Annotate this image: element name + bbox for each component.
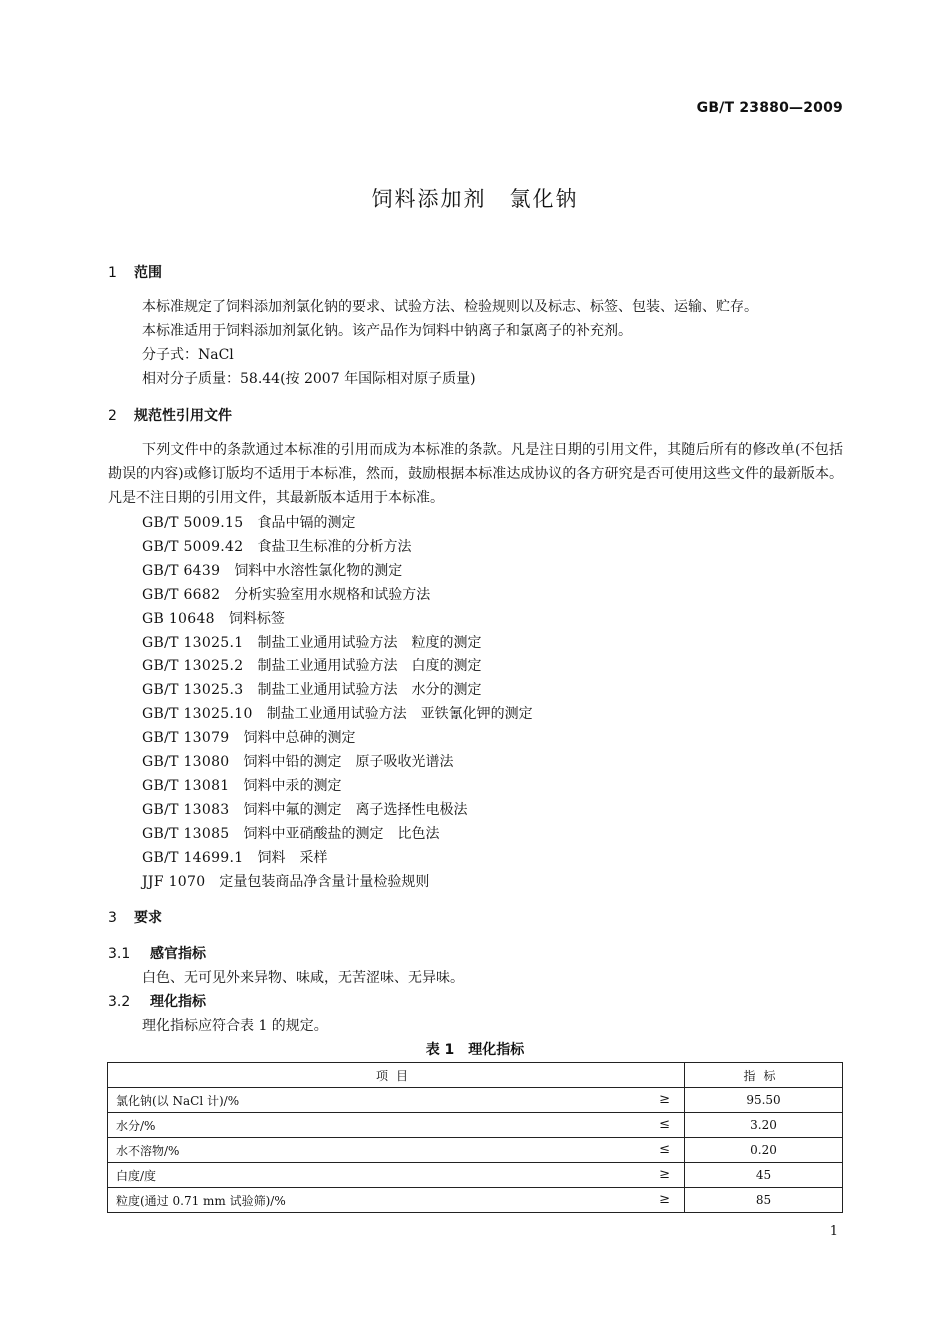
section-title: 要求	[134, 910, 162, 926]
item-label: 水分/%	[116, 1118, 156, 1133]
reference-title: 定量包装商品净含量计量检验规则	[219, 873, 430, 890]
reference-code: GB/T 13025.1	[142, 634, 244, 651]
reference-title: 分析实验室用水规格和试验方法	[234, 586, 431, 603]
reference-title: 制盐工业通用试验方法 亚铁氰化钾的测定	[266, 706, 533, 723]
reference-code: GB/T 14699.1	[142, 849, 244, 866]
table-cell-value: 0.20	[685, 1138, 843, 1163]
reference-item	[142, 655, 481, 675]
reference-title: 食盐卫生标准的分析方法	[257, 538, 412, 555]
column-header-value: 指标	[685, 1063, 843, 1088]
table-cell-value: 3.20	[685, 1113, 843, 1138]
sensory-requirements-text: 白色、无可见外来异物、味咸，无苦涩味、无异味。	[142, 970, 464, 986]
reference-code: GB/T 13025.3	[142, 682, 244, 699]
reference-title: 饲料中水溶性氯化物的测定	[234, 562, 403, 579]
reference-title: 食品中镉的测定	[257, 515, 356, 531]
reference-code: GB/T 5009.15	[142, 515, 244, 531]
standard-number: GB/T 23880—2009	[696, 100, 843, 116]
reference-code: GB/T 13081	[142, 777, 230, 794]
reference-item	[142, 847, 327, 867]
reference-title: 制盐工业通用试验方法 水分的测定	[257, 682, 482, 699]
reference-item	[142, 775, 342, 795]
reference-item	[142, 679, 481, 699]
reference-code: GB/T 13080	[142, 754, 230, 770]
molecular-mass-line: 相对分子质量：58.44(按 2007 年国际相对原子质量)	[142, 371, 476, 387]
reference-item	[142, 799, 468, 819]
reference-title: 制盐工业通用试验方法 白度的测定	[257, 658, 482, 675]
reference-title: 饲料中汞的测定	[243, 777, 342, 794]
table-cell-value: 95.50	[685, 1088, 843, 1113]
reference-title: 饲料中铅的测定 原子吸收光谱法	[243, 754, 454, 770]
reference-code: GB/T 6439	[142, 562, 221, 579]
reference-item	[142, 584, 430, 604]
table-caption: 表 1 理化指标	[425, 1042, 525, 1058]
table-cell-item	[108, 1113, 685, 1138]
reference-item	[142, 727, 356, 747]
comparison-operator: ≤	[659, 1116, 670, 1132]
table-cell-item	[108, 1088, 685, 1113]
reference-code: GB/T 6682	[142, 586, 221, 603]
item-label: 白度/度	[116, 1168, 157, 1183]
reference-title: 饲料中亚硝酸盐的测定 比色法	[243, 825, 440, 842]
table-cell-value: 85	[685, 1188, 843, 1213]
comparison-operator: ≥	[659, 1091, 670, 1107]
comparison-operator: ≤	[659, 1141, 670, 1157]
section-number: 3	[108, 910, 117, 926]
reference-title: 饲料中总砷的测定	[243, 730, 356, 747]
reference-title: 饲料 采样	[257, 849, 328, 866]
section-number: 1	[108, 265, 117, 281]
reference-code: JJF 1070	[142, 873, 206, 890]
reference-code: GB/T 13025.2	[142, 658, 244, 675]
reference-code: GB/T 13025.10	[142, 706, 253, 723]
reference-title: 制盐工业通用试验方法 粒度的测定	[257, 634, 482, 651]
table-cell-item	[108, 1163, 685, 1188]
section-1-heading	[108, 262, 162, 282]
section-title: 规范性引用文件	[134, 408, 232, 424]
table-row	[108, 1188, 843, 1213]
table-cell-value: 45	[685, 1163, 843, 1188]
comparison-operator: ≥	[659, 1191, 670, 1207]
table-row	[108, 1138, 843, 1163]
comparison-operator: ≥	[659, 1166, 670, 1182]
column-header-item: 项目	[108, 1063, 685, 1088]
item-label: 粒度(通过 0.71 mm 试验筛)/%	[116, 1193, 286, 1208]
table-row	[108, 1088, 843, 1113]
reference-item	[142, 632, 481, 652]
section-3-1-heading	[108, 943, 206, 963]
table-row	[108, 1163, 843, 1188]
section-3-heading	[108, 907, 162, 927]
physicochemical-text: 理化指标应符合表 1 的规定。	[142, 1018, 328, 1034]
reference-item	[142, 871, 429, 891]
table-header-row	[108, 1063, 843, 1088]
reference-item	[142, 823, 440, 843]
section-number: 3.2	[108, 994, 131, 1010]
reference-code: GB/T 5009.42	[142, 538, 244, 555]
section-number: 3.1	[108, 946, 131, 962]
reference-code: GB/T 13085	[142, 825, 230, 842]
normative-references-paragraph: 下列文件中的条款通过本标准的引用而成为本标准的条款。凡是注日期的引用文件，其随后所有的修改单(不包括勘误的内容)或修订版均不适用于本标准，然而，鼓励根据本标准达成协议的各方研究是否可使用这些文件的最新版本。凡是不注日期的引用文件，其最新版本适用于本标准。	[108, 442, 843, 506]
section-title: 理化指标	[150, 994, 206, 1010]
page-number: 1	[829, 1224, 838, 1239]
section-number: 2	[108, 408, 117, 424]
scope-line: 本标准规定了饲料添加剂氯化钠的要求、试验方法、检验规则以及标志、标签、包装、运输、贮存。	[142, 299, 758, 315]
reference-item	[142, 512, 355, 532]
reference-title: 饲料标签	[228, 610, 285, 627]
scope-line: 本标准适用于饲料添加剂氯化钠。该产品作为饲料中钠离子和氯离子的补充剂。	[142, 323, 632, 339]
item-label: 水不溶物/%	[116, 1143, 180, 1158]
item-label: 氯化钠(以 NaCl 计)/%	[116, 1093, 240, 1108]
reference-item	[142, 560, 402, 580]
table-cell-item	[108, 1188, 685, 1213]
reference-code: GB 10648	[142, 610, 215, 627]
physicochemical-table	[107, 1062, 843, 1213]
reference-item	[142, 536, 411, 556]
formula-line: 分子式：NaCl	[142, 347, 234, 363]
reference-item	[142, 703, 533, 723]
section-title: 感官指标	[150, 946, 206, 962]
section-3-2-heading	[108, 991, 206, 1011]
table-cell-item	[108, 1138, 685, 1163]
reference-code: GB/T 13079	[142, 730, 230, 747]
section-2-heading	[108, 405, 232, 425]
reference-code: GB/T 13083	[142, 801, 230, 818]
reference-item	[142, 751, 454, 771]
document-title: 饲料添加剂 氯化钠	[371, 187, 579, 211]
table-row	[108, 1113, 843, 1138]
section-title: 范围	[134, 265, 162, 281]
reference-title: 饲料中氟的测定 离子选择性电极法	[243, 801, 468, 818]
reference-item	[142, 608, 285, 628]
